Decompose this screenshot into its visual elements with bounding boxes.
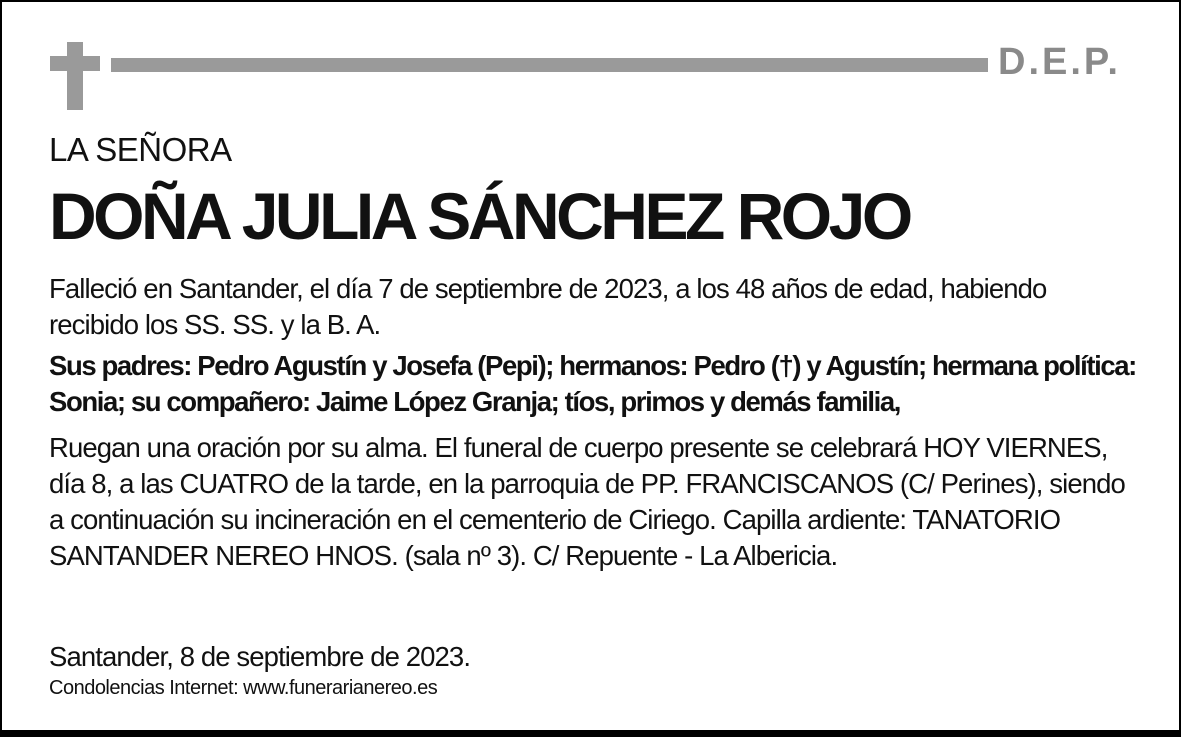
cross-icon [50,42,100,110]
header-rule [111,58,988,72]
dep-label: D.E.P. [998,41,1121,83]
death-notice: Falleció en Santander, el día 7 de septiembre de 2023, a los 48 años de edad, habiendo recibido los SS. SS. y la B. A. [49,273,1047,340]
place-date: Santander, 8 de septiembre de 2023. [49,641,471,672]
funeral-details: Ruegan una oración por su alma. El funeral de cuerpo presente se celebrará HOY VIERNES, día 8, a las CUATRO de la tarde, en la parroquia de PP. FRANCISCANOS (C/ Perines), siendo a continuación su incineración en el cementerio de Ciriego. Capilla ardiente: TANATORIO SANTANDER NEREO HNOS. (sala nº 3). C/ Repuente - La Albericia. [49,432,1125,571]
condolences-line: Condolencias Internet: www.funerarianereo.es [49,677,438,699]
deceased-name: DOÑA JULIA SÁNCHEZ ROJO [49,179,910,253]
family-list: Sus padres: Pedro Agustín y Josefa (Pepi); hermanos: Pedro (†) y Agustín; hermana política: Sonia; su compañero: Jaime López Granja; tíos, primos y demás familia, [49,350,1136,417]
deceased-title: LA SEÑORA [49,131,232,168]
